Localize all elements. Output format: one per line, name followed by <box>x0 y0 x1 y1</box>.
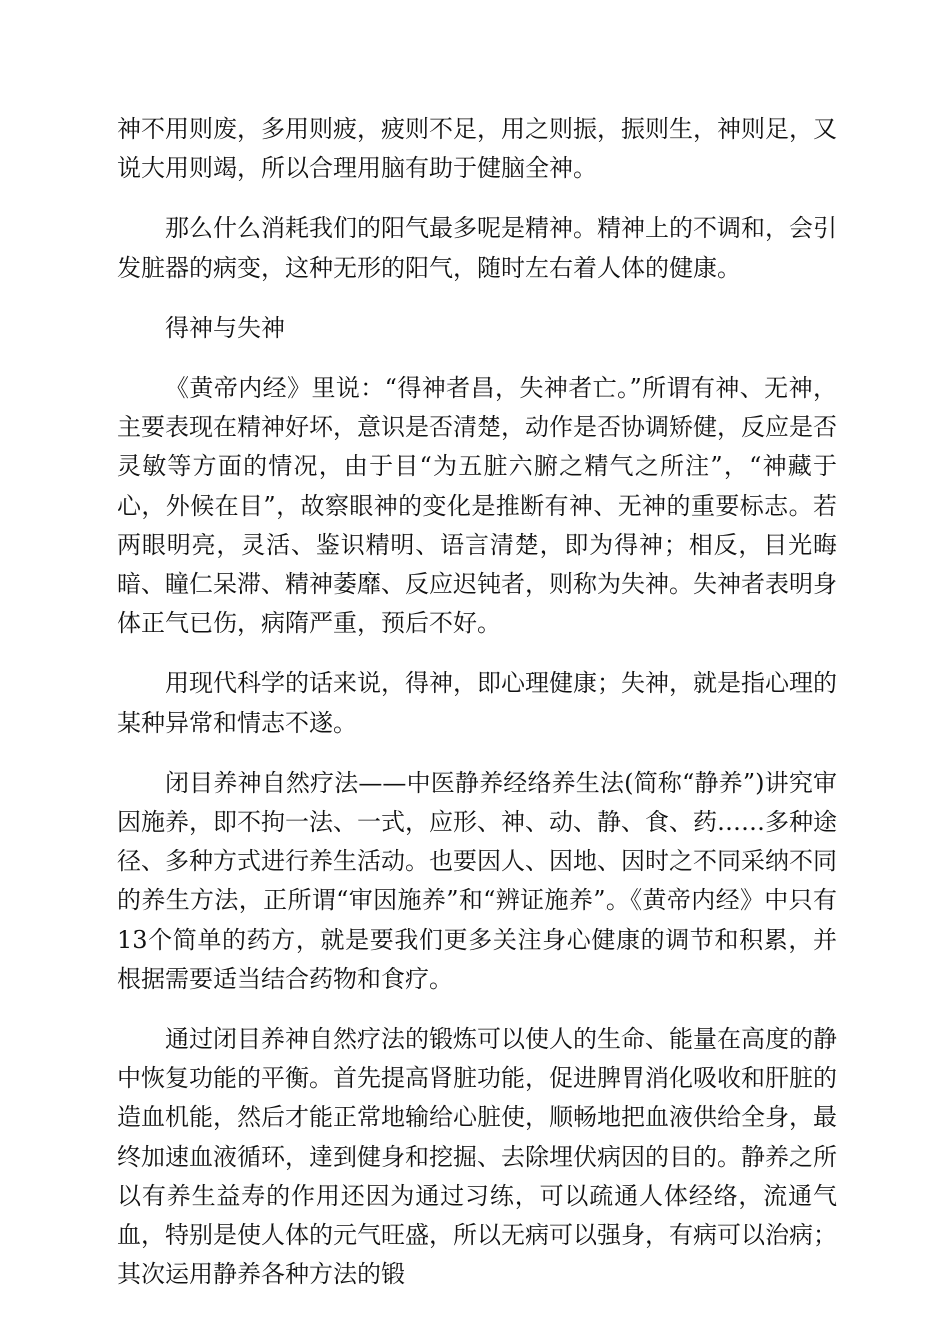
paragraph-1: 神不用则废，多用则疲，疲则不足，用之则振，振则生，神则足，又说大用则竭，所以合理用脑有助于健脑全神。 <box>117 115 837 183</box>
paragraph-4: 用现代科学的话来说，得神，即心理健康；失神，就是指心理的某种异常和情志不遂。 <box>117 669 837 737</box>
section-heading: 得神与失神 <box>165 313 285 342</box>
paragraph-6: 通过闭目养神自然疗法的锻炼可以使人的生命、能量在高度的静中恢复功能的平衡。首先提高肾脏功能，促进脾胃消化吸收和肝脏的造血机能，然后才能正常地输给心脏使，顺畅地把血液供给全身，最终加速血液循环，達到健身和挖掘、去除埋伏病因的目的。静养之所以有养生益寿的作用还因为通过习练，可以疏通人体经络，流通气血，特别是使人体的元气旺盛，所以无病可以强身，有病可以治病；其次运用静养各种方法的锻 <box>117 1025 837 1289</box>
paragraph-5: 闭目养神自然疗法——中医静养经络养生法(简称“静养”)讲究审因施养，即不拘一法、一式，应形、神、动、静、食、药……多种途径、多种方式进行养生活动。也要因人、因地、因时之不同采纳不同的养生方法，正所谓“审因施养”和“辨证施养”。《黄帝内经》中只有13个简单的药方，就是要我们更多关注身心健康的调节和积累，并根据需要适当结合药物和食疗。 <box>117 768 837 993</box>
paragraph-2: 那么什么消耗我们的阳气最多呢是精神。精神上的不调和，会引发脏器的病变，这种无形的阳气，随时左右着人体的健康。 <box>117 214 837 282</box>
paragraph-3: 《黄帝内经》里说：“得神者昌，失神者亡。”所谓有神、无神，主要表现在精神好坏，意识是否清楚，动作是否协调矫健，反应是否灵敏等方面的情况，由于目“为五脏六腑之精气之所注”，“神藏于心，外候在目”，故察眼神的变化是推断有神、无神的重要标志。若两眼明亮，灵活、鉴识精明、语言清楚，即为得神；相反，目光晦暗、瞳仁呆滞、精神萎靡、反应迟钝者，则称为失神。失神者表明身体正气已伤，病隋严重，预后不好。 <box>117 374 837 638</box>
document-body <box>117 110 837 1315</box>
